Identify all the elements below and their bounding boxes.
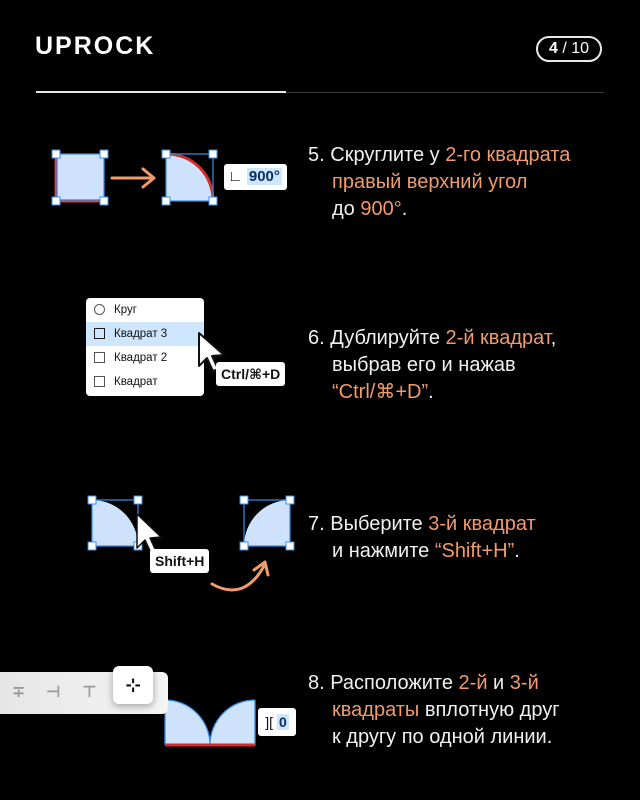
quarter-circle-flipped [240,496,294,550]
step-text: к другу по одной линии. [332,726,553,748]
step-highlight: 2-й квадрат [445,327,551,349]
step-8-text [308,670,560,751]
step-line [308,697,560,724]
square-icon [94,352,105,363]
step-text: Скруглите у [330,144,446,166]
step-text: до [332,198,361,220]
step-line [308,670,560,697]
align-right-icon[interactable]: ⊣ [46,684,61,701]
shortcut-flip-tag: Shift+H [150,549,209,573]
align-center-vertical-icon[interactable]: ∓ [12,684,26,701]
layer-item-circle[interactable] [86,298,204,322]
square-icon [94,376,105,387]
layer-item-square-3[interactable] [86,322,204,346]
step-line [308,196,570,223]
step-text: Дублируйте [330,327,446,349]
step-line [308,538,536,565]
layer-label: Квадрат 2 [114,352,168,364]
distribute-horizontal-button[interactable] [113,666,153,704]
step-number: 5. [308,144,331,166]
step-line [308,169,570,196]
quarter-circle-selected [88,496,142,550]
step-highlight: квадраты [332,699,420,721]
step-text: выбрав его и нажав [332,354,516,376]
arrow-right-icon [112,169,154,187]
two-quarter-circles-aligned [165,700,255,745]
spacing-value: 0 [278,714,287,730]
align-top-icon[interactable]: ⊤ [82,684,97,701]
square-rounded-corner [162,150,217,205]
step-highlight: 2-й [458,672,488,694]
step-line [308,325,556,352]
step-text: Выберите [330,513,429,535]
step-number: 6. [308,327,331,349]
layer-label: Круг [114,304,137,316]
corner-radius-icon: ∟ [228,168,247,185]
step-text: , [550,327,557,349]
step-7-text [308,511,536,565]
step-text: вплотную друг [419,699,560,721]
corner-radius-value: 900° [248,168,280,185]
step-line [308,511,536,538]
circle-icon [94,304,105,315]
page-current: 4 [548,40,558,57]
step-line [308,379,556,406]
distribute-horizontal-icon: ⊹ [125,675,141,695]
step-text: . [401,198,408,220]
step-number: 7. [308,513,331,535]
step-text: и [487,672,510,694]
step-text: и нажмите [332,540,435,562]
step-highlight: 2-го квадрата [445,144,571,166]
step-line [308,142,570,169]
step-6-text [308,325,556,406]
layers-panel [86,298,204,396]
page-total: 10 [571,40,590,57]
step-highlight: 900° [360,198,402,220]
step-highlight: 3-й [509,672,539,694]
step-text: . [428,381,434,403]
step-text: Расположите [330,672,459,694]
step-line [308,724,560,751]
step-highlight: правый верхний угол [332,171,528,193]
step-highlight: “Ctrl/⌘+D” [332,381,429,403]
curved-arrow-icon [212,562,268,590]
layer-label: Квадрат 3 [114,328,168,340]
spacing-icon: ][ [265,714,277,730]
layer-item-square[interactable] [86,370,204,394]
step-5-text [308,142,570,223]
step-highlight: “Shift+H” [434,540,515,562]
page-separator: / [557,40,572,57]
layer-item-square-2[interactable] [86,346,204,370]
step-line [308,352,556,379]
square-icon [94,328,105,339]
step-highlight: 3-й квадрат [428,513,536,535]
uprock-logo: UPROCK [35,32,156,60]
step-number: 8. [308,672,331,694]
shortcut-duplicate-tag: Ctrl/⌘+D [216,362,285,386]
step-text: . [514,540,520,562]
spacing-field[interactable] [258,708,296,736]
layer-label: Квадрат [114,376,158,388]
corner-radius-field[interactable] [224,164,287,190]
square-original [52,150,108,205]
